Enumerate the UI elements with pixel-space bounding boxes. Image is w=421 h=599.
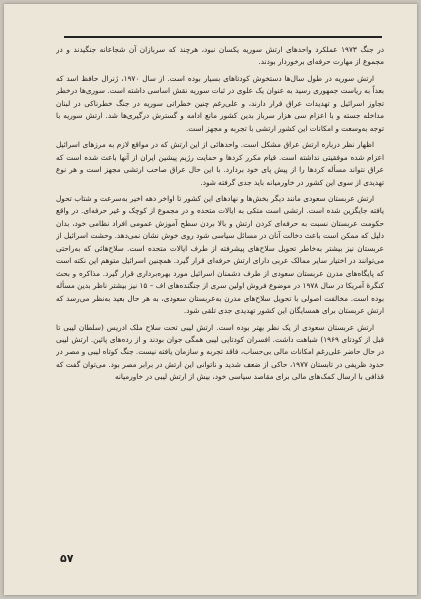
paragraph-2: ارتش سوریه در طول سال‌ها دستخوش کودتاهای بسیار بوده است. از سال ۱۹۷۰، ژنرال حافظ اسد که بعداً به ریاست جمهوری رسید به عنوان یک علوی در ثبات سوریه نقش اساسی داشته است. سوری‌ها درخطر تجاوز اسرائیل و تهدیدات عراق قرار دارند، و علی‌رغم چنین خطراتی سوریه در جنگ خطرناکی در لبنان مداخله جسته و با اعزام سی هزار سرباز بدین کشور مانع ادامه و گسترش درگیری‌ها شد. ارتش سوریه با توجه به‌وسعت و امکانات این کشور ارتشی با تجربه و مجهز است.	[56, 73, 384, 133]
body-text	[56, 44, 384, 564]
paragraph-1: در جنگ ۱۹۷۳ عملکرد واحدهای ارتش سوریه یکسان نبود، هرچند که سربازان آن شجاعانه جنگیدند و در مجموع از مهارت حرفه‌ای برخوردار بودند.	[56, 45, 384, 67]
page-number: ۵۷	[60, 552, 74, 565]
paragraph-3: اظهار نظر درباره ارتش عراق مشکل است. واحدهائی از این ارتش که در مواقع لازم به مرزهای اسرائیل اعزام شده موفقیتی نداشته است. قیام مکرر کردها و حمایت رژیم پیشین ایران از آنها باعث شده است که عراق نتواند مسأله کردها را از پیش پای خود بردارد. با این حال عراق صاحب ارتشی مجهز است و هر نوع تهدیدی از سوی این کشور در خاورمیانه باید جدی گرفته شود.	[56, 140, 384, 187]
paragraph-5: ارتش عربستان سعودی از یک نظر بهتر بوده است. ارتش لیبی تحت سلاح ملک ادریس (سلطان لیبی تا قبل از کودتای ۱۹۶۹) شباهت داشت. افسران کودتایی لیبی همگی جوان بودند و از رده‌های پائین. ارتش لیبی در حال حاضر علی‌رغم امکانات مالی بی‌حساب، فاقد تجربه و سازمان یافته نیست. جنگ کوتاه لیبی و مصر در حدود ظریفی در تابستان ۱۹۷۷، حاکی از ضعف شدید و ناتوانی این ارتش در برابر مصر بود. می‌توان گفت که قذافی با ارسال کمک‌های مالی برای مقاصد سیاسی خود، بیش از ارتش لیبی در خاورمیانه	[56, 322, 384, 382]
header-rule	[64, 36, 382, 38]
book-page	[4, 4, 417, 595]
paragraph-4: ارتش عربستان سعودی مانند دیگر بخش‌ها و نهادهای این کشور تا اواخر دهه اخیر به‌سرعت و شتاب تحول یافته جایگزین شده است. ارتشی است متکی به ایالات متحده و در مجموع از کوچک و غیر حرفه‌ای. در واقع حکومت عربستان نسبت به حرفه‌ای کردن ارتش و بالا بردن سطح آموزش عمومی افراد نظامی خود، بدان دلیل که ممکن است باعث دخالت آنان در مسائل سیاسی شود روی خوش نشان نمی‌دهد. وحشت اسرائیل از عربستان نیز بیشتر به‌خاطر تحویل سلاح‌های پیشرفته از طرف ایالات متحده است. سلاح‌هائی که به‌راحتی می‌توانند در اختیار سایر ممالک عربی دارای ارتش حرفه‌ای قرار گیرد. همچنین اسرائیل متوهم این نکته است که پایگاه‌های مدرن عربستان سعودی از طرف دشمنان اسرائیل مورد بهره‌برداری قرار گیرد. مذاکره و بحث کنگرهٔ آمریکا در سال ۱۹۷۸ در موضوع فروش اولین سری از جنگنده‌های اف – ۱۵ نیز بیشتر ناظر بدین مسأله بوده است. مخالفت اصولی با تحویل سلاح‌های مدرن به‌عربستان سعودی، به هر حال بعید به‌نظر می‌رسد که ارتش عربستان برای همسایگان این کشور تهدیدی جدی تلقی شود.	[56, 193, 384, 316]
